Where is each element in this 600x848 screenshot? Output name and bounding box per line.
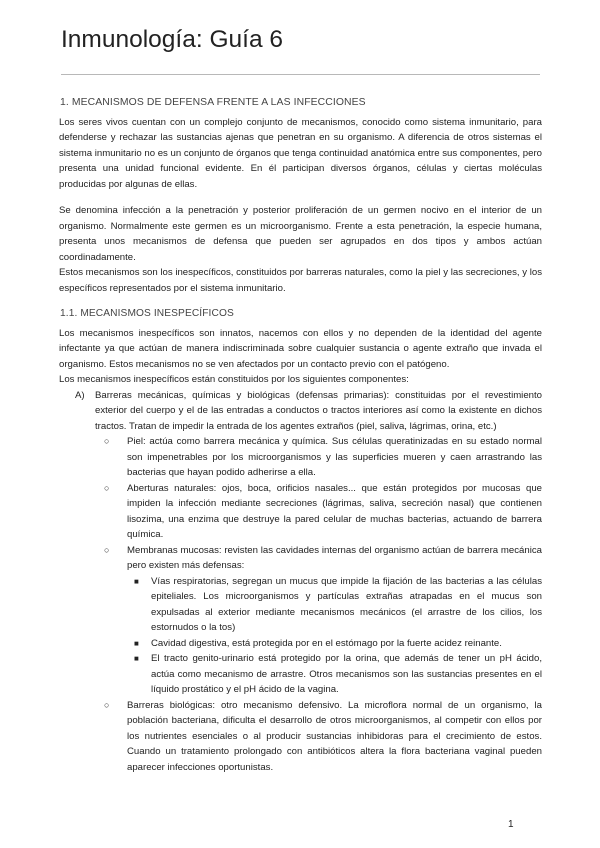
list-item-natural-openings [95, 481, 542, 543]
section-heading-defense: 1. MECANISMOS DE DEFENSA FRENTE A LAS INFECCIONES [60, 97, 366, 108]
respiratory-text: Vías respiratorias, segregan un mucus que impide la fijación de las bacterias a las células epiteliales. Los microorganismos y partículas extrañas atrapadas en el mucus son expulsadas al exterior mediante mecanismos mecánicos (el arrastre de los cilios, los estornudos o la tos) [151, 575, 542, 633]
list-item-digestive [127, 636, 542, 652]
mucous-sublist [127, 574, 542, 698]
genitourinary-text: El tracto genito-urinario está protegido por la orina, que además de tener un pH ácido, actúa como mecanismo de arrastre. Otros mecanismos son las sustancias presentes en el líquido prostático y el pH ácido de la vagina. [151, 653, 542, 695]
page-title: Inmunología: Guía 6 [61, 26, 284, 53]
list-marker: A) [75, 389, 85, 401]
circle-bullet-icon: ○ [104, 699, 110, 710]
paragraph-components: Los mecanismos inespecíficos están constituidos por los siguientes componentes: [59, 374, 409, 385]
square-bullet-icon: ■ [134, 576, 139, 586]
list-item-genitourinary [127, 651, 542, 698]
square-bullet-icon: ■ [134, 654, 139, 663]
list-item-mucous-membranes [95, 543, 542, 698]
digestive-text: Cavidad digestiva, está protegida por en el estómago por la fuerte acidez reinante. [151, 637, 502, 649]
document-body [59, 95, 542, 775]
natural-openings-text: Aberturas naturales: ojos, boca, orificios nasales... que están protegidos por mucosas que impiden la infección mediante secreciones (lágrimas, saliva, secreción nasal) que contienen lisozima, una enzima que destruye la pared celular de muchas bacterias, actuando de barrera química. [127, 482, 542, 540]
circle-bullet-icon: ○ [104, 436, 110, 446]
components-list [59, 388, 542, 776]
paragraph-innate: Los mecanismos inespecíficos son innatos, nacemos con ellos y no dependen de la identidad del agente infectante ya que actúan de manera indiscriminada sobre cualquier sustancia o agente extraño que invada el organismo. Estos mecanismos no se ven afectados por un contacto previo con el patógeno. [59, 327, 542, 370]
paragraph-mechanisms: Estos mecanismos son los inespecíficos, constituidos por barreras naturales, como la piel y las secreciones, y los específicos representados por el sistema inmunitario. [59, 267, 542, 294]
square-bullet-icon: ■ [134, 638, 139, 648]
list-item-biological-barriers [95, 698, 542, 776]
paragraph-infection: Se denomina infección a la penetración y posterior proliferación de un germen nocivo en el interior de un organismo. Normalmente este germen es un microorganismo. Frente a esta penetración, la especie humana, presenta unos mecanismos de defensa que pueden ser agrupados en dos tipos y ambos actúan coordinadamente. [59, 205, 542, 263]
list-item-skin [95, 434, 542, 481]
barriers-text: Barreras mecánicas, químicas y biológicas (defensas primarias): constituidas por el revestimiento exterior del cuerpo y el de las entradas a conductos o tractos interiores así como la existente en dichos tractos. Tratan de impedir la entrada de los agentes extraños (piel, saliva, lágrimas, orina, etc.) [95, 389, 542, 432]
biological-barriers-text: Barreras biológicas: otro mecanismo defensivo. La microflora normal de un organismo, la población bacteriana, dificulta el desarrollo de otros microorganismos, al competir con ellos por los nutrientes esenciales o al producir sustancias inhibidoras para el crecimiento de estos. Cuando un tratamiento prolongado con antibióticos altera la flora bacteriana vaginal pueden aparecer infecciones oportunistas. [127, 699, 542, 773]
list-item-respiratory [127, 574, 542, 636]
mucous-membranes-text: Membranas mucosas: revisten las cavidades internas del organismo actúan de barrera mecánica pero existen más defensas: [127, 544, 542, 571]
section-heading-nonspecific: 1.1. MECANISMOS INESPECÍFICOS [60, 308, 234, 319]
title-divider [61, 74, 540, 75]
circle-bullet-icon: ○ [104, 544, 110, 555]
circle-bullet-icon: ○ [104, 482, 110, 493]
list-item-barriers [59, 388, 542, 776]
skin-text: Piel: actúa como barrera mecánica y química. Sus células queratinizadas en su estado normal son impenetrables por los microorganismos y las superficies mueren y caen arrastrando las bacterias que hayan podido adherirse a ella. [127, 436, 542, 478]
paragraph-immune-system: Los seres vivos cuentan con un complejo conjunto de mecanismos, conocido como sistema inmunitario, para defenderse y rechazar las sustancias ajenas que penetran en su organismo. A diferencia de otros sistemas el sistema inmunitario no es un conjunto de órganos que tenga continuidad anatómica entre sus componentes, pero presenta una unidad funcional evidente. En él participan diversos órganos, células y ciertas moléculas producidas por algunas de ellas. [59, 116, 542, 190]
barriers-sublist [95, 434, 542, 775]
page-number: 1 [508, 819, 514, 830]
